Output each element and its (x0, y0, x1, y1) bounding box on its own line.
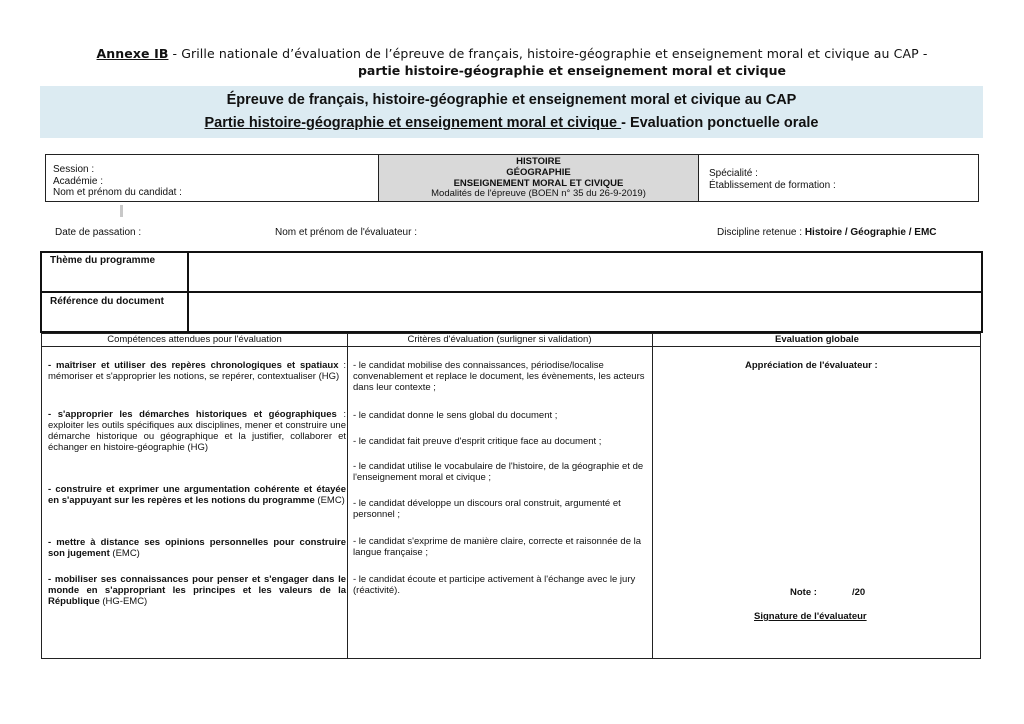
marker-tick (120, 205, 123, 217)
subject-geographie: GÉOGRAPHIE (506, 166, 571, 178)
competence-item: - maîtriser et utiliser des repères chronologiques et spatiaux : mémoriser et s'approprier les notions, se repérer, contextualiser (HG) (48, 360, 347, 382)
exam-part-rest: - Evaluation ponctuelle orale (621, 115, 819, 131)
exam-banner (40, 86, 983, 138)
subject-histoire: HISTOIRE (516, 156, 561, 167)
evaluation-table (41, 333, 981, 659)
session-label: Session : (53, 164, 95, 175)
session-box (45, 154, 979, 202)
annex-title (0, 46, 1024, 61)
modalites-text: Modalités de l'épreuve (BOEN n° 35 du 26-9-2019) (431, 188, 646, 199)
critere-item: - le candidat écoute et participe activement à l'échange avec le jury (réactivité). (353, 574, 636, 596)
exam-title: Épreuve de français, histoire-géographie et enseignement moral et civique au CAP (226, 92, 797, 108)
discipline-value: Histoire / Géographie / EMC (804, 227, 937, 238)
annex-label: Annexe IB (96, 46, 169, 61)
candidate-cell (46, 155, 379, 201)
critere-item: - le candidat fait preuve d'esprit critique face au document ; (353, 436, 602, 447)
critere-item: - le candidat donne le sens global du document ; (353, 410, 558, 421)
header-divider (42, 346, 980, 347)
evaluator-label: Nom et prénom de l'évaluateur : (275, 227, 417, 238)
annex-subtitle: partie histoire-géographie et enseignement moral et civique (357, 63, 786, 78)
theme-box (40, 251, 983, 333)
subject-emc: ENSEIGNEMENT MORAL ET CIVIQUE (453, 178, 624, 189)
competence-item: - s'approprier les démarches historiques et géographiques : exploiter les outils spécifiques aux disciplines, mener et construire une démarche historique ou géographique et la justifier, collaborer et échanger en histoire-géographie (HG) (48, 409, 346, 453)
critere-item: - le candidat mobilise des connaissances, périodise/localise convenablement et replace le document, les évènements, les acteurs dans leur contexte ; (353, 360, 645, 393)
etablissement-label: Établissement de formation : (709, 180, 836, 191)
exam-part-underlined: Partie histoire-géographie et enseignement moral et civique (204, 115, 622, 131)
candidate-name-label: Nom et prénom du candidat : (53, 187, 182, 198)
competence-item: - construire et exprimer une argumentation cohérente et étayée en s'appuyant sur les repères et les notions du programme (EMC) (48, 484, 346, 506)
competence-item: - mettre à distance ses opinions personnelles pour construire son jugement (EMC) (48, 537, 346, 559)
annex-title-text: - Grille nationale d’évaluation de l’épreuve de français, histoire-géographie et enseignement moral et civique au CAP - (168, 46, 928, 61)
subject-cell (379, 155, 699, 201)
critere-item: - le candidat s'exprime de manière claire, correcte et raisonnée de la langue française ; (353, 536, 642, 558)
speciality-cell (699, 155, 978, 214)
academie-label: Académie : (53, 175, 104, 187)
col-criteres-header: Critères d'évaluation (surligner si validation) (407, 334, 592, 345)
discipline-field (717, 227, 937, 238)
col-evaluation-header: Evaluation globale (775, 334, 859, 345)
signature-label: Signature de l'évaluateur (754, 611, 867, 622)
specialite-label: Spécialité : (709, 168, 758, 179)
col-divider-1 (347, 334, 348, 658)
competence-item: - mobiliser ses connaissances pour penser et s'engager dans le monde en s'appropriant les principes et les valeurs de la République (HG-EMC) (48, 574, 346, 607)
critere-item: - le candidat utilise le vocabulaire de l'histoire, de la géographie et de l'enseignement moral et civique ; (353, 461, 644, 483)
reference-label: Référence du document (42, 293, 189, 331)
exam-part-title (40, 115, 983, 131)
critere-item: - le candidat développe un discours oral construit, argumenté et personnel ; (353, 498, 621, 520)
theme-label: Thème du programme (42, 253, 189, 291)
note-total: /20 (852, 587, 866, 598)
discipline-label: Discipline retenue : (717, 227, 805, 238)
appreciation-label: Appréciation de l'évaluateur : (745, 360, 878, 371)
date-label: Date de passation : (55, 227, 142, 238)
col-divider-2 (652, 334, 653, 658)
col-competences-header: Compétences attendues pour l'évaluation (107, 334, 282, 345)
note-label: Note : (790, 587, 817, 598)
